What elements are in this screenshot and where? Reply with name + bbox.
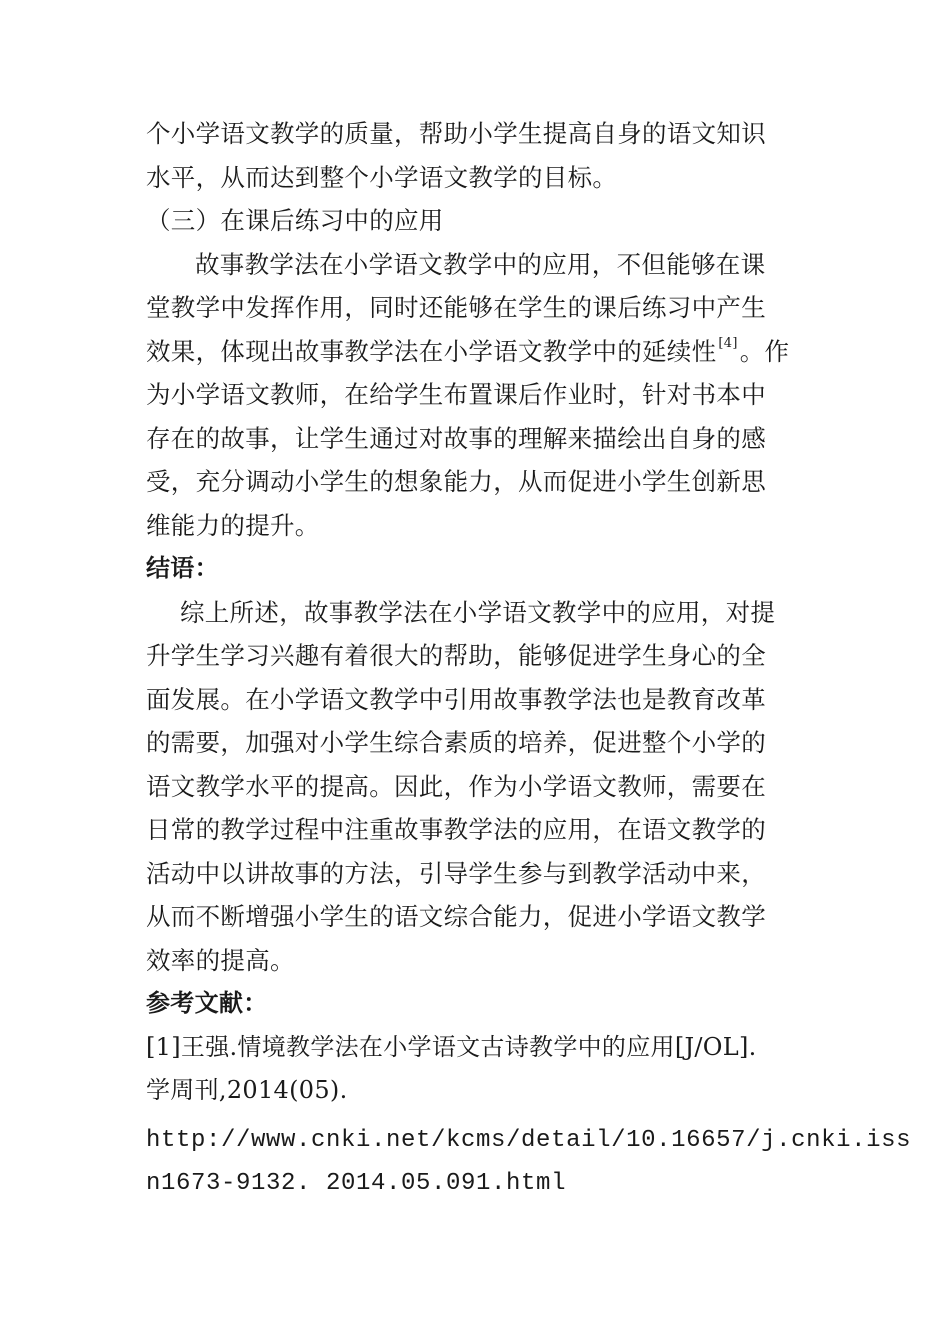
text-line: 故事教学法在小学语文教学中的应用，不但能够在课 <box>195 249 766 279</box>
text-line: 综上所述，故事教学法在小学语文教学中的应用，对提 <box>180 597 776 627</box>
text-line: 堂教学中发挥作用，同时还能够在学生的课后练习中产生 <box>146 293 766 322</box>
text-line: 升学生学习兴趣有着很大的帮助，能够促进学生身心的全 <box>146 641 766 670</box>
conclusion-section <box>146 547 806 982</box>
subsection-title: （三）在课后练习中的应用 <box>146 206 444 235</box>
reference-url-line: n1673-9132. 2014.05.091.html <box>146 1170 567 1197</box>
references-section <box>146 982 912 1206</box>
text-line: 面发展。在小学语文教学中引用故事教学法也是教育改革 <box>146 684 766 714</box>
conclusion-heading: 结语： <box>146 554 219 582</box>
text-segment: 效果，体现出故事教学法在小学语文教学中的延续性 <box>146 336 717 366</box>
text-line: 语文教学水平的提高。因此，作为小学语文教师，需要在 <box>146 771 766 801</box>
text-line: 为小学语文教师，在给学生布置课后作业时，针对书本中 <box>146 380 766 409</box>
text-line: 受，充分调动小学生的想象能力，从而促进小学生创新思 <box>146 467 766 496</box>
text-line: 效率的提高。 <box>146 945 295 975</box>
text-line: 日常的教学过程中注重故事教学法的应用，在语文教学的 <box>146 815 766 844</box>
text-line-with-citation <box>146 330 806 374</box>
text-line: 活动中以讲故事的方法，引导学生参与到教学活动中来， <box>146 858 766 888</box>
reference-line: [1]王强.情境教学法在小学语文古诗教学中的应用[J/OL]. <box>146 1032 757 1061</box>
text-line: 存在的故事，让学生通过对故事的理解来描绘出自身的感 <box>146 423 766 453</box>
reference-line: 学周刊,2014(05). <box>146 1076 348 1104</box>
reference-item <box>146 1026 912 1206</box>
text-line: 个小学语文教学的质量，帮助小学生提高自身的语文知识 <box>146 119 766 148</box>
text-line: 维能力的提升。 <box>146 510 320 540</box>
reference-url-line: http://www.cnki.net/kcms/detail/10.16657/j.cnki.iss <box>146 1126 912 1154</box>
text-line: 的需要，加强对小学生综合素质的培养，促进整个小学的 <box>146 728 766 757</box>
subsection-3 <box>146 199 806 547</box>
text-line: 水平，从而达到整个小学语文教学的目标。 <box>146 162 618 192</box>
continuation-paragraph <box>146 112 806 199</box>
text-segment: 。作 <box>739 336 790 366</box>
text-line: 从而不断增强小学生的语文综合能力，促进小学语文教学 <box>146 902 766 931</box>
document-page <box>146 112 912 1206</box>
citation-marker: [4] <box>718 335 738 351</box>
references-heading: 参考文献： <box>146 989 268 1017</box>
